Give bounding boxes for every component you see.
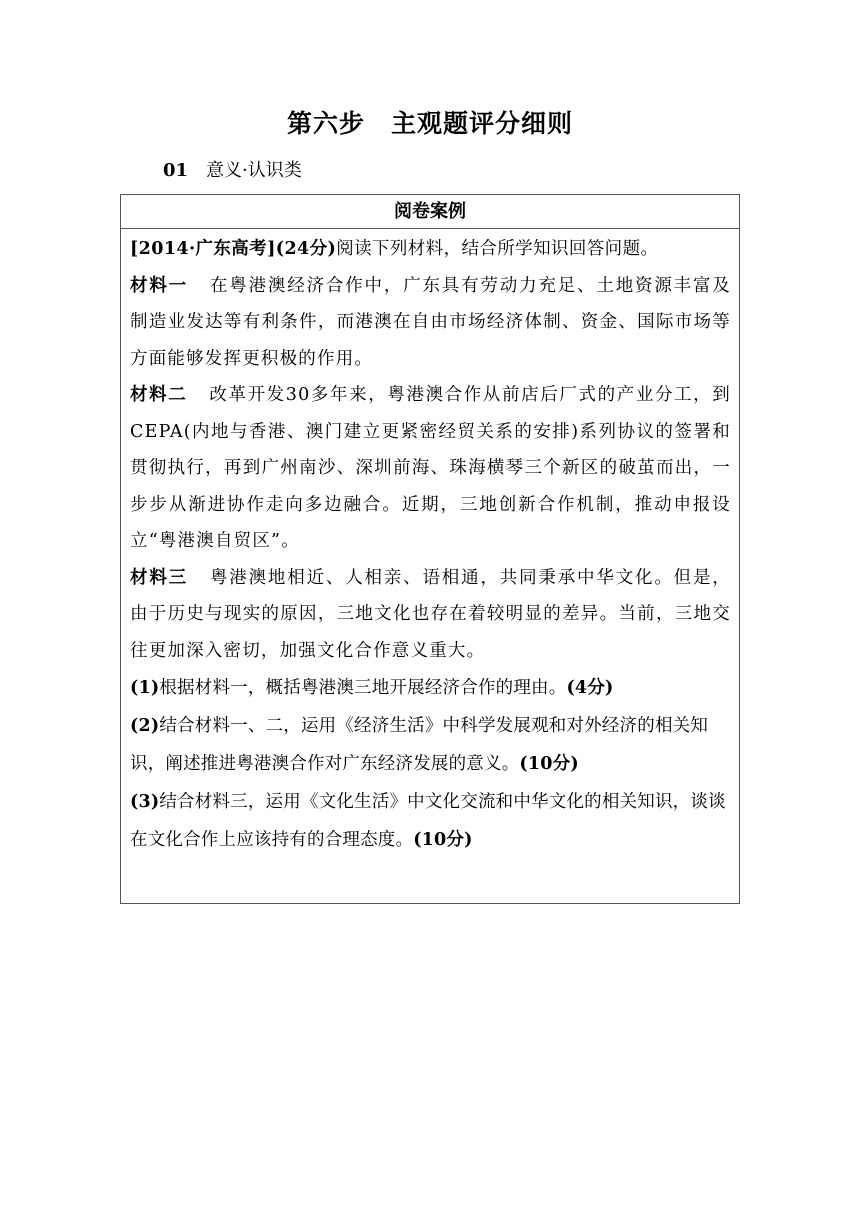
material-text: 粤港澳地相近、人相亲、语相通，共同秉承中华文化。但是，由于历史与现实的原因，三地文化也存在着较明显的差异。当前，三地交往更加深入密切，加强文化合作意义重大。 — [130, 567, 731, 661]
question-number: (2) — [130, 716, 160, 736]
material-text: 改革开发30多年来，粤港澳合作从前店后厂式的产业分工，到CEPA(内地与香港、澳门建立更紧密经贸关系的安排)系列协议的签署和贯彻执行，再到广州南沙、深圳前海、珠海横琴三个新区的破茧而出，一步步从渐进协作走向多边融合。近期，三地创新合作机制，推动申报设立“粤港澳自贸区”。 — [130, 385, 731, 551]
intro-text: 阅读下列材料，结合所学知识回答问题。 — [336, 239, 659, 259]
material-1 — [130, 268, 731, 378]
question-text: 根据材料一，概括粤港澳三地开展经济合作的理由。 — [159, 678, 567, 698]
section-label: 意义·认识类 — [206, 160, 302, 181]
question-1 — [130, 669, 731, 707]
question-text: 结合材料三，运用《文化生活》中文化交流和中华文化的相关知识，谈谈在文化合作上应该持有的合理态度。 — [130, 792, 726, 850]
question-points: (10分) — [413, 830, 473, 850]
section-number: 01 — [163, 160, 189, 181]
question-text: 结合材料一、二，运用《经济生活》中科学发展观和对外经济的相关知识，阐述推进粤港澳合作对广东经济发展的意义。 — [130, 716, 709, 774]
case-card-header: 阅卷案例 — [121, 195, 739, 229]
question-number: (3) — [130, 792, 160, 812]
material-label: 材料三 — [130, 567, 188, 588]
title-step: 第六步 — [286, 109, 365, 138]
page-title — [0, 104, 860, 140]
total-points: (24分) — [275, 239, 337, 259]
question-intro — [130, 231, 731, 268]
case-card — [120, 194, 740, 904]
title-heading: 主观题评分细则 — [391, 109, 574, 138]
case-card-body — [121, 229, 739, 859]
question-number: (1) — [130, 678, 160, 698]
material-text: 在粤港澳经济合作中，广东具有劳动力充足、土地资源丰富及制造业发达等有利条件，而港澳在自由市场经济体制、资金、国际市场等方面能够发挥更积极的作用。 — [130, 275, 731, 369]
material-3 — [130, 560, 731, 670]
material-2 — [130, 377, 731, 560]
question-points: (4分) — [566, 678, 614, 698]
question-3 — [130, 783, 731, 859]
material-label: 材料一 — [130, 275, 188, 296]
section-heading — [163, 156, 302, 182]
exam-source: [2014·广东高考] — [130, 239, 276, 259]
question-2 — [130, 707, 731, 783]
question-points: (10分) — [519, 754, 579, 774]
material-label: 材料二 — [130, 385, 188, 405]
